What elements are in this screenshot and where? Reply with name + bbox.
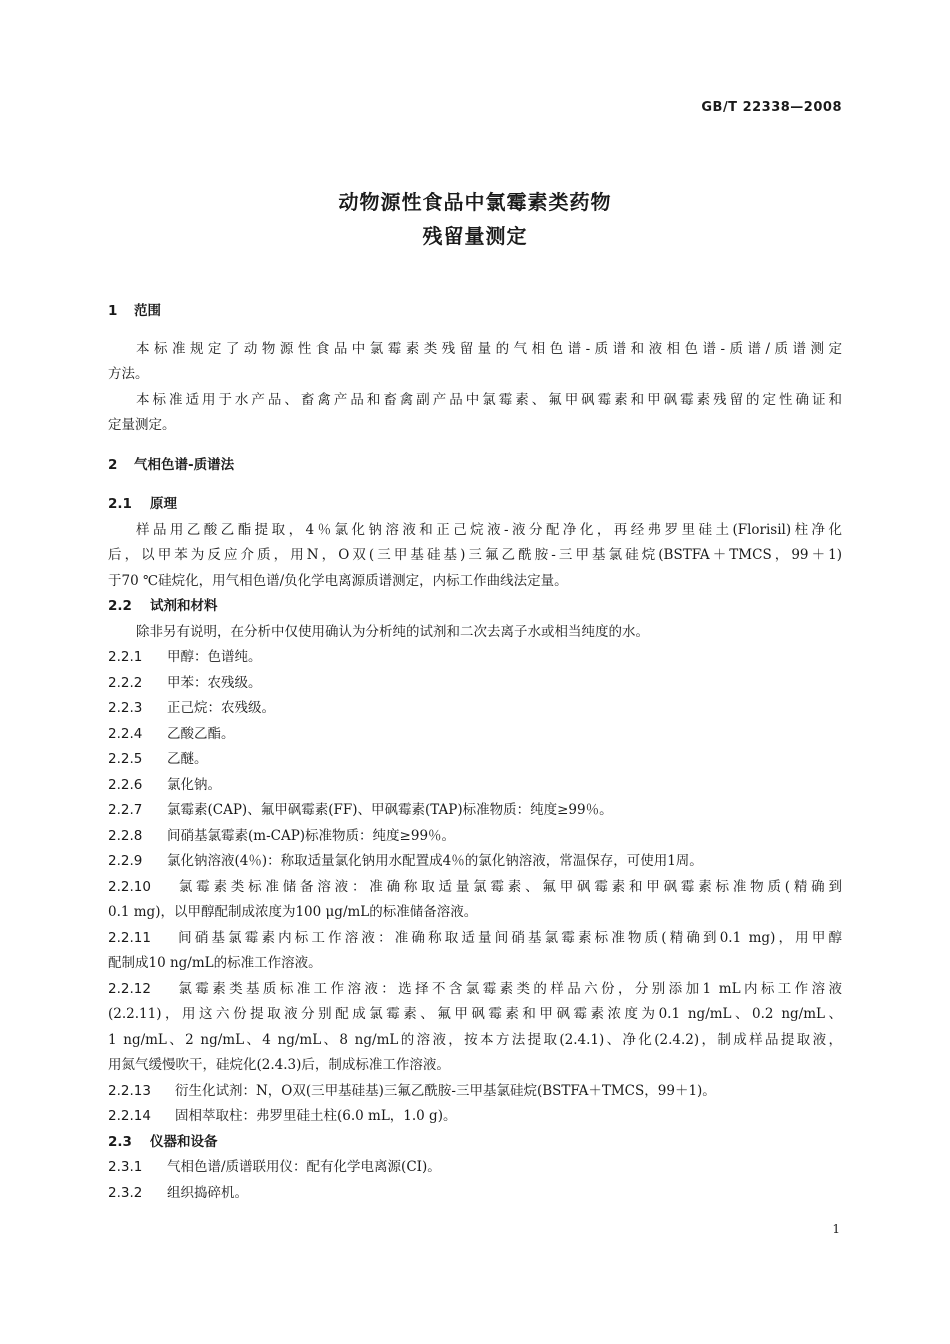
list-item xyxy=(108,926,842,952)
paragraph-line: 本标准适用于水产品、畜禽产品和畜禽副产品中氯霉素、氟甲砜霉素和甲砜霉素残留的定性确证和 xyxy=(136,391,842,408)
item-text: 衍生化试剂：N，O双(三甲基硅基)三氟乙酰胺-三甲基氯硅烷(BSTFA＋TMCS，99＋1)。 xyxy=(175,1082,716,1099)
list-item xyxy=(108,875,842,901)
item-text: 氯化钠。 xyxy=(167,776,221,793)
paragraph-line: 配制成10 ng/mL的标准工作溶液。 xyxy=(108,955,322,971)
paragraph-line: 除非另有说明，在分析中仅使用确认为分析纯的试剂和二次去离子水或相当纯度的水。 xyxy=(136,623,649,640)
paragraph-line: 用氮气缓慢吹干，硅烷化(2.4.3)后，制成标准工作溶液。 xyxy=(108,1057,450,1073)
section-heading-2 xyxy=(108,453,842,479)
list-item xyxy=(108,849,842,875)
section-heading-2-3 xyxy=(108,1130,842,1156)
list-item xyxy=(108,798,842,824)
section-title: 仪器和设备 xyxy=(150,1133,218,1150)
list-item xyxy=(108,722,842,748)
item-text: 氯霉素类基质标准工作溶液：选择不含氯霉素类的样品六份，分别添加1 mL内标工作溶液 xyxy=(175,980,842,997)
item-text: 组织捣碎机。 xyxy=(167,1184,248,1201)
section-title: 气相色谱-质谱法 xyxy=(134,456,235,473)
page-number: 1 xyxy=(832,1222,840,1236)
standard-code: GB/T 22338—2008 xyxy=(701,100,842,115)
item-number: 2.2.1 xyxy=(108,649,143,665)
item-number: 2.2.3 xyxy=(108,700,143,716)
paragraph-line: 1 ng/mL、2 ng/mL、4 ng/mL、8 ng/mL的溶液，按本方法提取(2.4.1)、净化(2.4.2)，制成样品提取液， xyxy=(108,1031,842,1048)
paragraph-line: 于70 ℃硅烷化，用气相色谱/负化学电离源质谱测定，内标工作曲线法定量。 xyxy=(108,572,568,589)
paragraph-line: 0.1 mg)，以甲醇配制成浓度为100 μg/mL的标准储备溶液。 xyxy=(108,904,478,920)
list-item xyxy=(108,696,842,722)
section-number: 2.1 xyxy=(108,496,132,512)
item-text: 气相色谱/质谱联用仪：配有化学电离源(CI)。 xyxy=(167,1159,441,1175)
item-text: 固相萃取柱：弗罗里硅土柱(6.0 mL，1.0 g)。 xyxy=(175,1108,457,1124)
section-heading-1 xyxy=(108,299,842,325)
list-item xyxy=(108,1155,842,1181)
item-number: 2.3.1 xyxy=(108,1159,143,1175)
list-item xyxy=(108,645,842,671)
item-text: 氯化钠溶液(4％)：称取适量氯化钠用水配置成4％的氯化钠溶液，常温保存，可使用1周。 xyxy=(167,853,703,869)
paragraph-line: 定量测定。 xyxy=(108,417,176,433)
list-item xyxy=(108,747,842,773)
item-number: 2.2.2 xyxy=(108,674,143,691)
section-number: 2.2 xyxy=(108,598,132,614)
list-item xyxy=(108,1181,842,1207)
paragraph-line: 后，以甲苯为反应介质，用N，O双(三甲基硅基)三氟乙酰胺-三甲基氯硅烷(BSTFA＋TMCS，99＋1) xyxy=(108,547,842,563)
list-item xyxy=(108,824,842,850)
item-number: 2.2.10 xyxy=(108,878,151,895)
section-heading-2-1 xyxy=(108,492,842,518)
item-number: 2.2.13 xyxy=(108,1082,151,1099)
paragraph-line: 方法。 xyxy=(108,366,149,382)
paragraph-line: (2.2.11)，用这六份提取液分别配成氯霉素、氟甲砜霉素和甲砜霉素浓度为0.1 ng/mL、0.2 ng/mL、 xyxy=(108,1006,842,1022)
item-text: 间硝基氯霉素内标工作溶液：准确称取适量间硝基氯霉素标准物质(精确到0.1 mg)，用甲醇 xyxy=(175,929,842,946)
list-item xyxy=(108,977,842,1003)
item-text: 正己烷：农残级。 xyxy=(167,700,275,716)
item-number: 2.2.8 xyxy=(108,827,143,844)
list-item xyxy=(108,773,842,799)
item-text: 间硝基氯霉素(m-CAP)标准物质：纯度≥99％。 xyxy=(167,827,456,844)
list-item xyxy=(108,1079,842,1105)
paragraph-line: 本标准规定了动物源性食品中氯霉素类残留量的气相色谱-质谱和液相色谱-质谱/质谱测定 xyxy=(136,340,842,357)
item-number: 2.2.5 xyxy=(108,751,143,767)
item-number: 2.3.2 xyxy=(108,1184,143,1201)
item-text: 甲苯：农残级。 xyxy=(167,674,262,691)
section-title: 范围 xyxy=(134,303,161,319)
section-title: 原理 xyxy=(150,496,177,512)
document-body xyxy=(108,299,842,1206)
item-number: 2.2.7 xyxy=(108,802,143,818)
document-title-line2: 残留量测定 xyxy=(422,224,528,248)
item-text: 甲醇：色谱纯。 xyxy=(167,649,262,665)
item-number: 2.2.6 xyxy=(108,776,143,793)
item-number: 2.2.14 xyxy=(108,1108,151,1124)
document-title-line1: 动物源性食品中氯霉素类药物 xyxy=(338,190,612,214)
section-number: 2.3 xyxy=(108,1133,132,1150)
list-item xyxy=(108,1104,842,1130)
item-number: 2.2.9 xyxy=(108,853,143,869)
section-heading-2-2 xyxy=(108,594,842,620)
item-text: 氯霉素(CAP)、氟甲砜霉素(FF)、甲砜霉素(TAP)标准物质：纯度≥99％。 xyxy=(167,802,613,818)
item-number: 2.2.11 xyxy=(108,929,151,946)
item-number: 2.2.12 xyxy=(108,980,151,997)
item-text: 乙酸乙酯。 xyxy=(167,725,235,742)
section-title: 试剂和材料 xyxy=(150,598,218,614)
item-text: 氯霉素类标准储备溶液：准确称取适量氯霉素、氟甲砜霉素和甲砜霉素标准物质(精确到 xyxy=(175,878,842,895)
section-number: 2 xyxy=(108,456,118,473)
paragraph-line: 样品用乙酸乙酯提取，4％氯化钠溶液和正己烷液-液分配净化，再经弗罗里硅土(Florisil)柱净化 xyxy=(136,521,842,538)
item-number: 2.2.4 xyxy=(108,725,143,742)
item-text: 乙醚。 xyxy=(167,751,208,767)
section-number: 1 xyxy=(108,303,118,319)
list-item xyxy=(108,671,842,697)
